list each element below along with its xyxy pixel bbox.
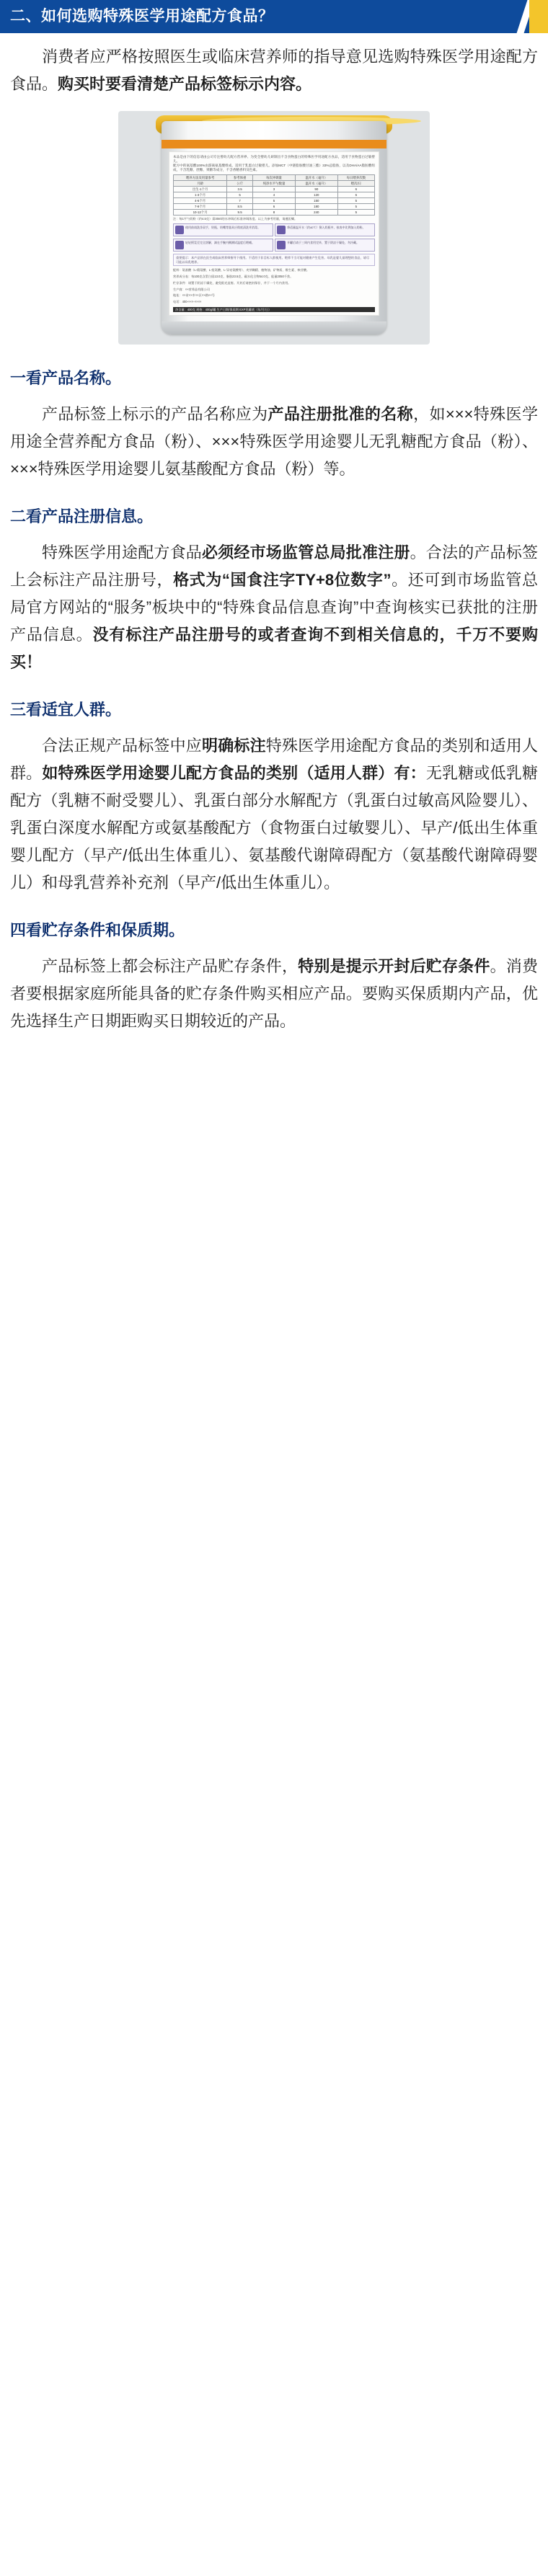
cell: 120 xyxy=(295,192,337,198)
header-stripe-yellow xyxy=(529,0,548,33)
preparation-steps-row-2 xyxy=(173,239,375,252)
label-ingredients: 配料：氨基酸（L-精氨酸、L-组氨酸、L-异亮氨酸等）、麦芽糊精、植物油、矿物质、维生素、核苷酸。 xyxy=(173,268,310,272)
feeding-col-1: 参考体重 xyxy=(227,175,253,181)
cell: 7-9个月 xyxy=(174,204,227,210)
cell: 6 xyxy=(337,192,374,198)
text-run: 。消费者要根据家庭所能具备的贮存条件购买相应产品。要购买保质期内产品，优先选择生产日期距购买日期较近的产品。 xyxy=(10,957,538,1030)
section-body-2 xyxy=(10,539,538,676)
text-run: 合法正规产品标签中应 xyxy=(42,737,202,755)
article-content xyxy=(0,43,548,1035)
page-title: 二、如何选购特殊医学用途配方食品？ xyxy=(10,8,274,25)
text-run-bold: 特别是提示开封后贮存条件 xyxy=(298,957,490,975)
text-run: 。还可到市场监管总局官方网站的“服务”板块中的“特殊食品信息查询”中查询核实已获批的注册产品信息。 xyxy=(10,571,538,644)
label-storage: 贮存条件：请置于阴凉干燥处，避免阳光直射。开封后请密封保存，并于一个月内食用。 xyxy=(173,280,291,285)
cell: 8 xyxy=(253,210,296,216)
text-run-bold: 如特殊医学用途婴儿配方食品的类别（适用人群）有： xyxy=(42,764,426,782)
text-run-bold: 格式为“国食注字TY+8位数字” xyxy=(173,571,392,589)
section-header-band xyxy=(0,0,548,33)
product-can xyxy=(118,111,430,345)
product-figure xyxy=(10,111,538,345)
table-row xyxy=(174,210,375,216)
table-row xyxy=(174,192,375,198)
article-page xyxy=(0,0,548,1049)
can-body xyxy=(162,121,386,334)
cell: 150 xyxy=(295,198,337,204)
text-run: 特殊医学用途配方食品的类别和适用人群。 xyxy=(10,737,538,782)
section-body-4 xyxy=(10,953,538,1035)
text-run: 。合法的产品标签上会标注产品注册号， xyxy=(10,543,538,589)
cell: 5 xyxy=(337,210,374,216)
cell: 4-6个月 xyxy=(174,198,227,204)
nutrition-label xyxy=(169,151,379,316)
table-row xyxy=(174,204,375,210)
table-row xyxy=(174,198,375,204)
table-row xyxy=(174,181,375,187)
text-run-bold: 必须经市场监管总局批准注册 xyxy=(202,543,410,561)
cell: 5 xyxy=(337,198,374,204)
feeding-sub-0: 月龄 xyxy=(174,181,227,187)
section-heading-3: 三看适宜人群。 xyxy=(10,701,122,719)
intro-text-2: 购买时要看清楚产品标签标示内容。 xyxy=(58,75,312,93)
cell: 10-12个月 xyxy=(174,210,227,216)
text-run: 产品标签上都会标注产品贮存条件， xyxy=(42,957,299,975)
cell: 180 xyxy=(295,204,337,210)
intro-paragraph xyxy=(10,43,538,98)
text-run-bold: 明确标注 xyxy=(202,737,266,755)
store-icon xyxy=(277,241,286,249)
text-run-bold: 产品注册批准的名称 xyxy=(268,405,414,423)
can-bottom-rim xyxy=(162,321,386,334)
section-heading-2: 二看产品注册信息。 xyxy=(10,507,154,525)
label-manufacturer: 生产商：××营养品有限公司 xyxy=(173,287,210,291)
cell: 6 xyxy=(253,204,296,210)
feeding-col-2: 每次冲调量 xyxy=(253,175,296,181)
feeding-col-3: 温开水（毫升） xyxy=(295,175,337,181)
feeding-table-title: 喂养方法及用量参考 xyxy=(174,175,227,181)
text-run: ，如×××特殊医学用途全营养配方食品（粉）、×××特殊医学用途婴儿无乳糖配方食品（粉）、×××特殊医学用途婴儿氨基酸配方食品（粉）等。 xyxy=(10,405,538,478)
intro-text-1: 消费者应严格按照医生或临床营养师的指导意见选购特殊医学用途配方食品。 xyxy=(10,48,538,93)
label-nutrition-facts: 营养成分表：每100克含蛋白质13.0克、脂肪23.5克、碳水化合物54.0克、能量2050千焦。 xyxy=(173,274,293,278)
text-run: 产品标签上标示的产品名称应为 xyxy=(42,405,268,423)
feeding-sub-1: 公斤 xyxy=(227,181,253,187)
shake-icon xyxy=(175,241,184,249)
cell: 3.5 xyxy=(227,187,253,192)
cell: 90 xyxy=(295,187,337,192)
cell: 6 xyxy=(337,187,374,192)
label-orange-band xyxy=(162,140,386,148)
feeding-sub-2: 纯净水平勺数量 xyxy=(253,181,296,187)
preparation-step xyxy=(173,239,273,252)
section-body-3 xyxy=(10,732,538,897)
cell: 8.5 xyxy=(227,204,253,210)
section-heading-4: 四看贮存条件和保质期。 xyxy=(10,921,185,939)
text-run: 无乳糖或低乳糖配方（乳糖不耐受婴儿）、乳蛋白部分水解配方（乳蛋白过敏高风险婴儿）、乳蛋白深度水解配方或氨基酸配方（食物蛋白过敏婴儿）、早产/低出生体重婴儿配方（早产/低出生体重儿）、氨基酸代谢障碍配方（氨基酸代谢障碍婴儿）和母乳营养补充剂（早产/低出生体重儿）。 xyxy=(10,764,538,892)
cell: 5 xyxy=(227,192,253,198)
feeding-table xyxy=(173,174,375,216)
label-phone: 电话：400-×××-×××× xyxy=(173,300,202,304)
step-text: 将适量温开水（约40℃）倒入奶瓶中，按表中比例加入奶粉。 xyxy=(287,226,366,229)
section-heading-1: 一看产品名称。 xyxy=(10,369,122,387)
preparation-step xyxy=(173,223,273,236)
cell: 出生-1个月 xyxy=(174,187,227,192)
table-row xyxy=(174,187,375,192)
preparation-step xyxy=(275,223,375,236)
feeding-table-note: 注：每1平勺奶粉（约4.5克）需30ml的水冲调后标准冲调浓度。以上为参考用量，请遵医嘱。 xyxy=(173,217,298,221)
text-run-bold: 没有标注产品注册号的或者查询不到相关信息的，千万不要购买！ xyxy=(10,626,538,671)
label-header-line: 本品是由下的信息请由公司专注婴幼儿配方营养界、为变全婴幼儿研制出不含食物蛋白的特殊医学用途配方食品，适用于食物蛋白过敏婴儿。 xyxy=(173,155,375,163)
cell: 5 xyxy=(337,204,374,210)
label-warning: 重要提示：本产品须在医生或临床营养师指导下使用。不适用于非目标人群使用。喂养不当可能对健康产生危害。母乳是婴儿最理想的食品，请尽可能以母乳喂养。 xyxy=(173,254,375,266)
preparation-steps-row-1 xyxy=(173,223,375,236)
preparation-step xyxy=(275,239,375,252)
cell: 9.5 xyxy=(227,210,253,216)
cell: 7 xyxy=(227,198,253,204)
step-text: 轻轻摇晃至完全溶解，滴在手腕内侧测试温度后喂哺。 xyxy=(185,241,255,244)
cell: 3 xyxy=(253,187,296,192)
cell: 5 xyxy=(253,198,296,204)
section-body-1 xyxy=(10,401,538,483)
label-sub-line: 配方中的氨基酸100%由游离氨基酸组成，适用于乳蛋白过敏婴儿。添加MCT（中链脂肪酸甘油三酯）33%总脂肪，以及DHA/AA脂肪酸组成，不含乳糖、蔗糖、果糖等成分，不含香精香料及色素。 xyxy=(173,164,375,172)
text-run: 特殊医学用途配方食品 xyxy=(42,543,202,561)
feeding-sub-3: 温开水（毫升） xyxy=(295,181,337,187)
table-row xyxy=(174,175,375,181)
water-temp-icon xyxy=(277,226,286,234)
label-bottom-bar: 净含量：400克 规格：400g/罐 生产日期/保质期 EXP见罐底（年/月/日） xyxy=(173,307,375,312)
label-address: 地址：××省××市××区××路××号 xyxy=(173,293,215,298)
feeding-col-4: 每日喂养次数 xyxy=(337,175,374,181)
cell: 4 xyxy=(253,192,296,198)
step-text: 使用前请洗净双手，奶瓶、奶嘴等器具应彻底清洗并消毒。 xyxy=(185,226,260,229)
step-text: 开罐后请于三周内食用完毕，置于阴凉干燥处，勿冷藏。 xyxy=(287,241,359,244)
wash-hands-icon xyxy=(175,226,184,234)
cell: 240 xyxy=(295,210,337,216)
feeding-sub-4: 喂次/日 xyxy=(337,181,374,187)
cell: 1-3个月 xyxy=(174,192,227,198)
